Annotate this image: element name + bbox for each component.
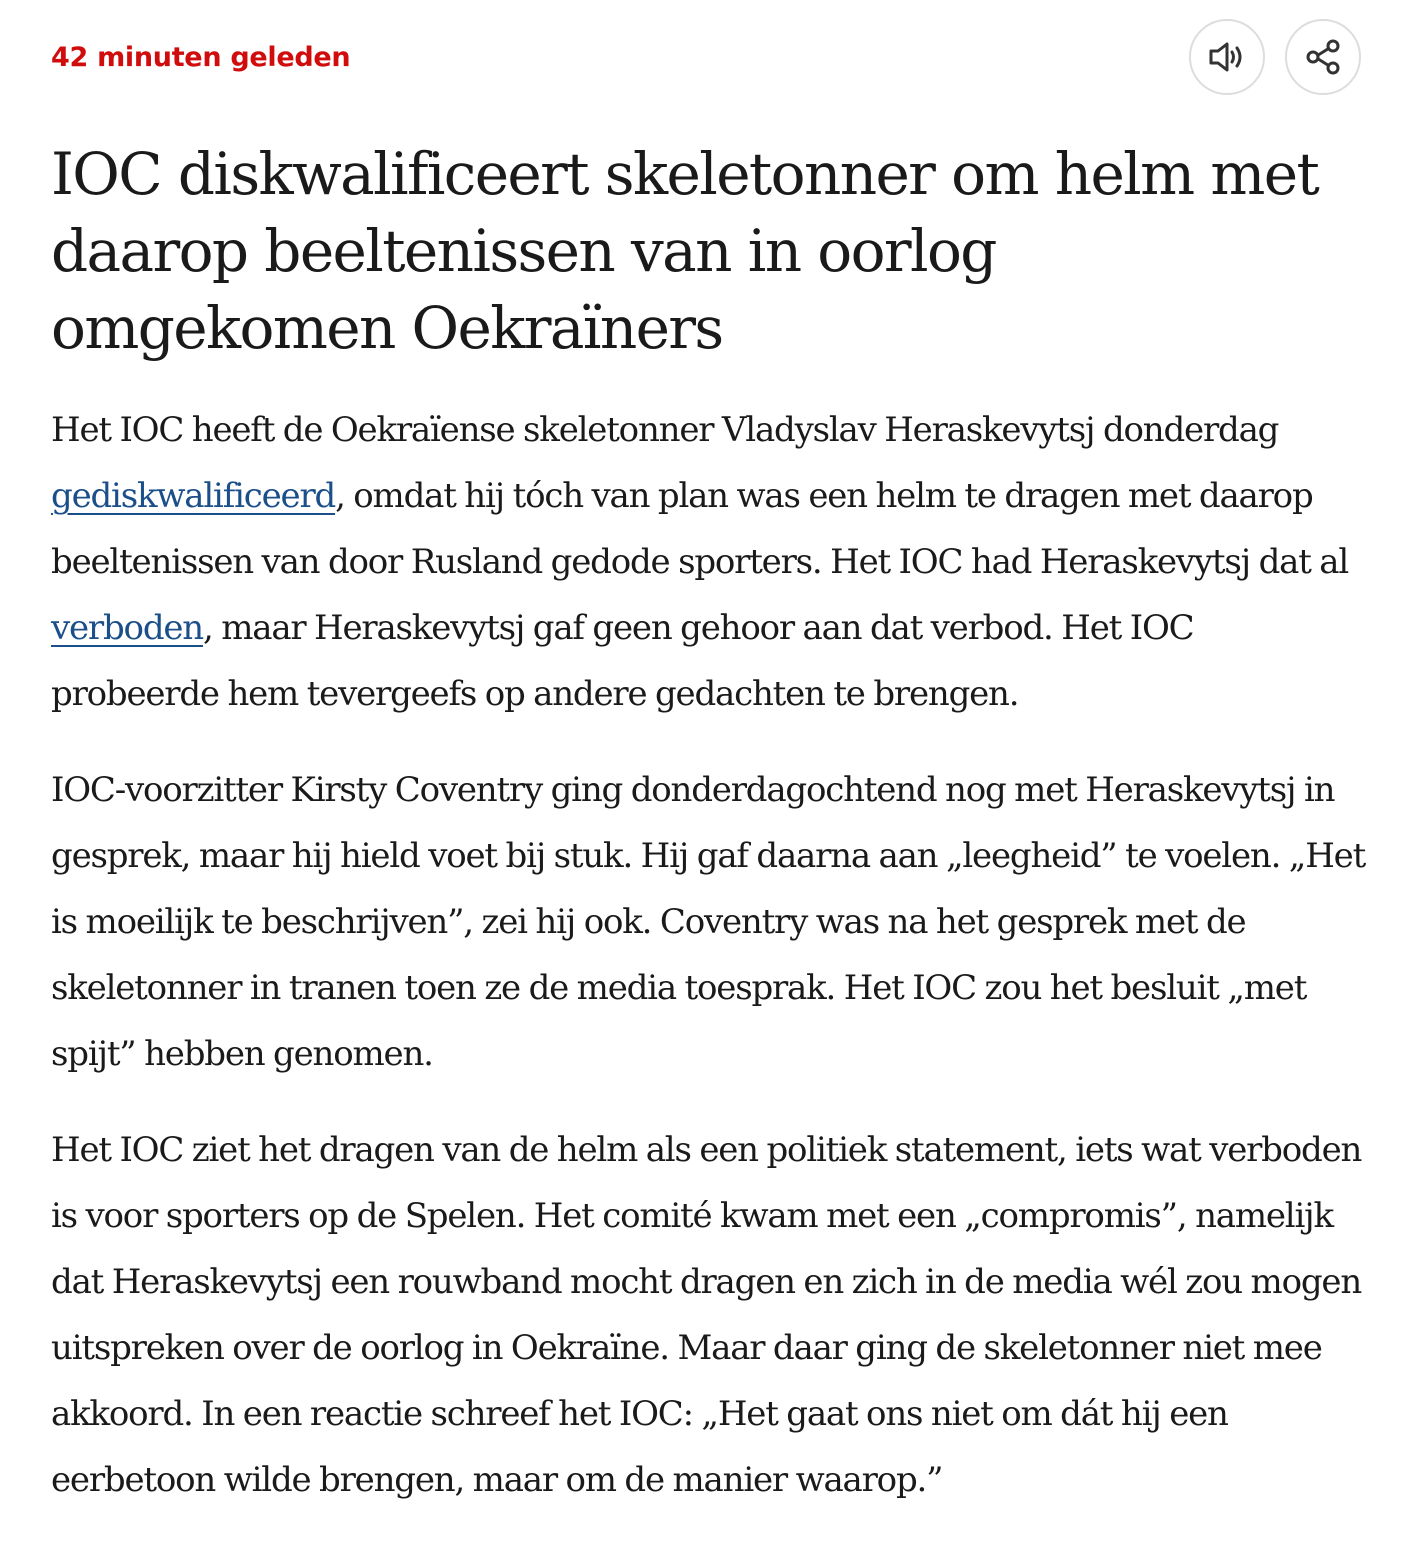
timestamp: 42 minuten geleden — [51, 42, 351, 73]
article — [51, 0, 1369, 1513]
link-gediskwalificeerd[interactable]: gediskwalificeerd — [51, 476, 336, 516]
paragraph-3: Het IOC ziet het dragen van de helm als een politiek statement, iets wat verboden is voor sporters op de Spelen. Het comité kwam met een „compromis”, namelijk dat Heraskevytsj een rouwband mocht dragen en zich in de media wél zou mogen uitspreken over de oorlog in Oekraïne. Maar daar ging de skeletonner niet mee akkoord. In een reactie schreef het IOC: „Het gaat ons niet om dát hij een eerbetoon wilde brengen, maar om de manier waarop.” — [51, 1130, 1362, 1500]
share-button[interactable] — [1285, 19, 1361, 95]
headline: IOC diskwalificeert skeletonner om helm met daarop beeltenissen van in oorlog omgekomen Oekraïners — [51, 140, 1319, 362]
link-verboden[interactable]: verboden — [51, 608, 203, 648]
listen-button[interactable] — [1189, 19, 1265, 95]
share-icon — [1303, 37, 1343, 77]
speaker-icon — [1207, 37, 1247, 77]
paragraph-text: , omdat hij tóch van plan was een helm te dragen met daarop beeltenissen van door Rusland gedode sporters. Het IOC had Heraskevytsj dat al — [51, 476, 1349, 582]
paragraph-1 — [51, 397, 1369, 727]
paragraph-text: , maar Heraskevytsj gaf geen gehoor aan dat verbod. Het IOC probeerde hem tevergeefs op andere gedachten te brengen. — [51, 608, 1194, 714]
paragraph-text: Het IOC heeft de Oekraïense skeletonner Vladyslav Heraskevytsj donderdag — [51, 410, 1279, 450]
article-header — [51, 0, 1369, 116]
paragraph-2: IOC-voorzitter Kirsty Coventry ging donderdagochtend nog met Heraskevytsj in gesprek, maar hij hield voet bij stuk. Hij gaf daarna aan „leegheid” te voelen. „Het is moeilijk te beschrijven”, zei hij ook. Coventry was na het gesprek met de skeletonner in tranen toen ze de media toesprak. Het IOC zou het besluit „met spijt” hebben genomen. — [51, 770, 1366, 1074]
